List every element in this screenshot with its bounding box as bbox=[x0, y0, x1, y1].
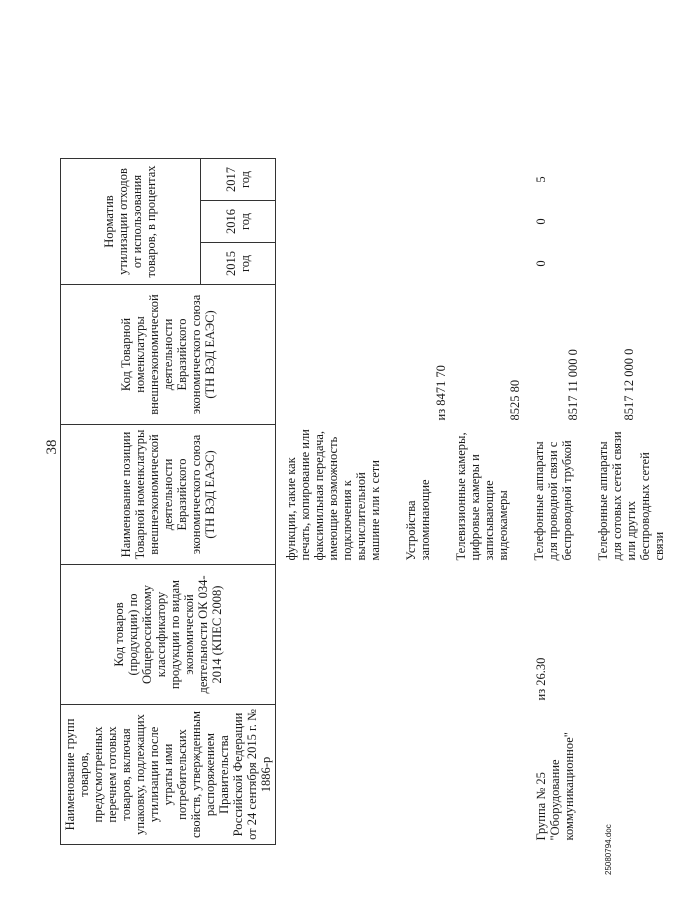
header-product-group: Наименование групп товаров, предусмотренных перечнем готовых товаров, включая упаковку, подлежащих утилизации после утраты ими потребительских свойств, утвержденным распоряжением Правительства Российской Федерации от 24 сентября 2015 г. № 1886-р bbox=[61, 705, 276, 845]
storage-devices-code: из 8471 70 bbox=[434, 365, 448, 421]
group-name: Группа № 25 "Оборудование коммуникационное" bbox=[534, 732, 576, 841]
okpd-cell bbox=[276, 565, 690, 705]
tv-norm-2016: 0 bbox=[534, 218, 548, 225]
tv-cameras-name: Телевизионные камеры, цифровые камеры и записывающие видеокамеры bbox=[454, 432, 510, 561]
cellular-phones-name: Телефонные аппараты для сотовых сетей связи или других беспроводных сетей связи bbox=[596, 431, 666, 561]
page-number: 38 bbox=[44, 439, 60, 455]
storage-devices-name: Устройства запоминающие bbox=[404, 479, 432, 561]
table-header-row bbox=[61, 159, 201, 845]
cellular-phones-code: 8517 12 000 0 bbox=[622, 348, 636, 421]
tnved-code-cell bbox=[276, 285, 690, 425]
wired-phones-code: 8517 11 000 0 bbox=[566, 349, 580, 421]
wired-phones-name: Телефонные аппараты для проводной связи с беспроводной трубкой bbox=[532, 440, 574, 561]
header-tnved-name: Наименование позиции Товарной номенклатуры внешнеэкономической деятельности Евразийского экономического союза (ТН ВЭД ЕАЭС) bbox=[61, 425, 276, 565]
group-cell bbox=[276, 705, 690, 845]
tnved-name-cell bbox=[276, 425, 690, 565]
table-row bbox=[276, 159, 690, 845]
header-year-2016: 2016 год bbox=[200, 201, 275, 243]
header-year-2015: 2015 год bbox=[200, 243, 275, 285]
header-recycling-norm: Норматив утилизации отходов от использования товаров, в процентах bbox=[61, 159, 201, 285]
continuation-text: функции, такие как печать, копирование или факсимильная передача, имеющие возможность подключения к вычислительной машине или к сети bbox=[284, 429, 382, 561]
norm-2015-cell bbox=[276, 243, 690, 285]
norm-2017-cell bbox=[276, 159, 690, 201]
header-okpd-code: Код товаров (продукции) по Общероссийскому классификатору продукции по видам экономической деятельности ОК 034-2014 (КПЕС 2008) bbox=[61, 565, 276, 705]
norm-2016-cell bbox=[276, 201, 690, 243]
group-okpd-code: из 26.30 bbox=[534, 657, 548, 701]
header-tnved-code: Код Товарной номенклатуры внешнеэкономической деятельности Евразийского экономического союза (ТН ВЭД ЕАЭС) bbox=[61, 285, 276, 425]
footer-document-code: 25080794.doc bbox=[604, 824, 613, 875]
header-year-2017: 2017 год bbox=[200, 159, 275, 201]
tv-norm-2015: 0 bbox=[534, 260, 548, 267]
tv-norm-2017: 5 bbox=[534, 176, 548, 183]
tv-cameras-code: 8525 80 bbox=[508, 379, 522, 421]
recycling-norms-table bbox=[60, 158, 690, 845]
